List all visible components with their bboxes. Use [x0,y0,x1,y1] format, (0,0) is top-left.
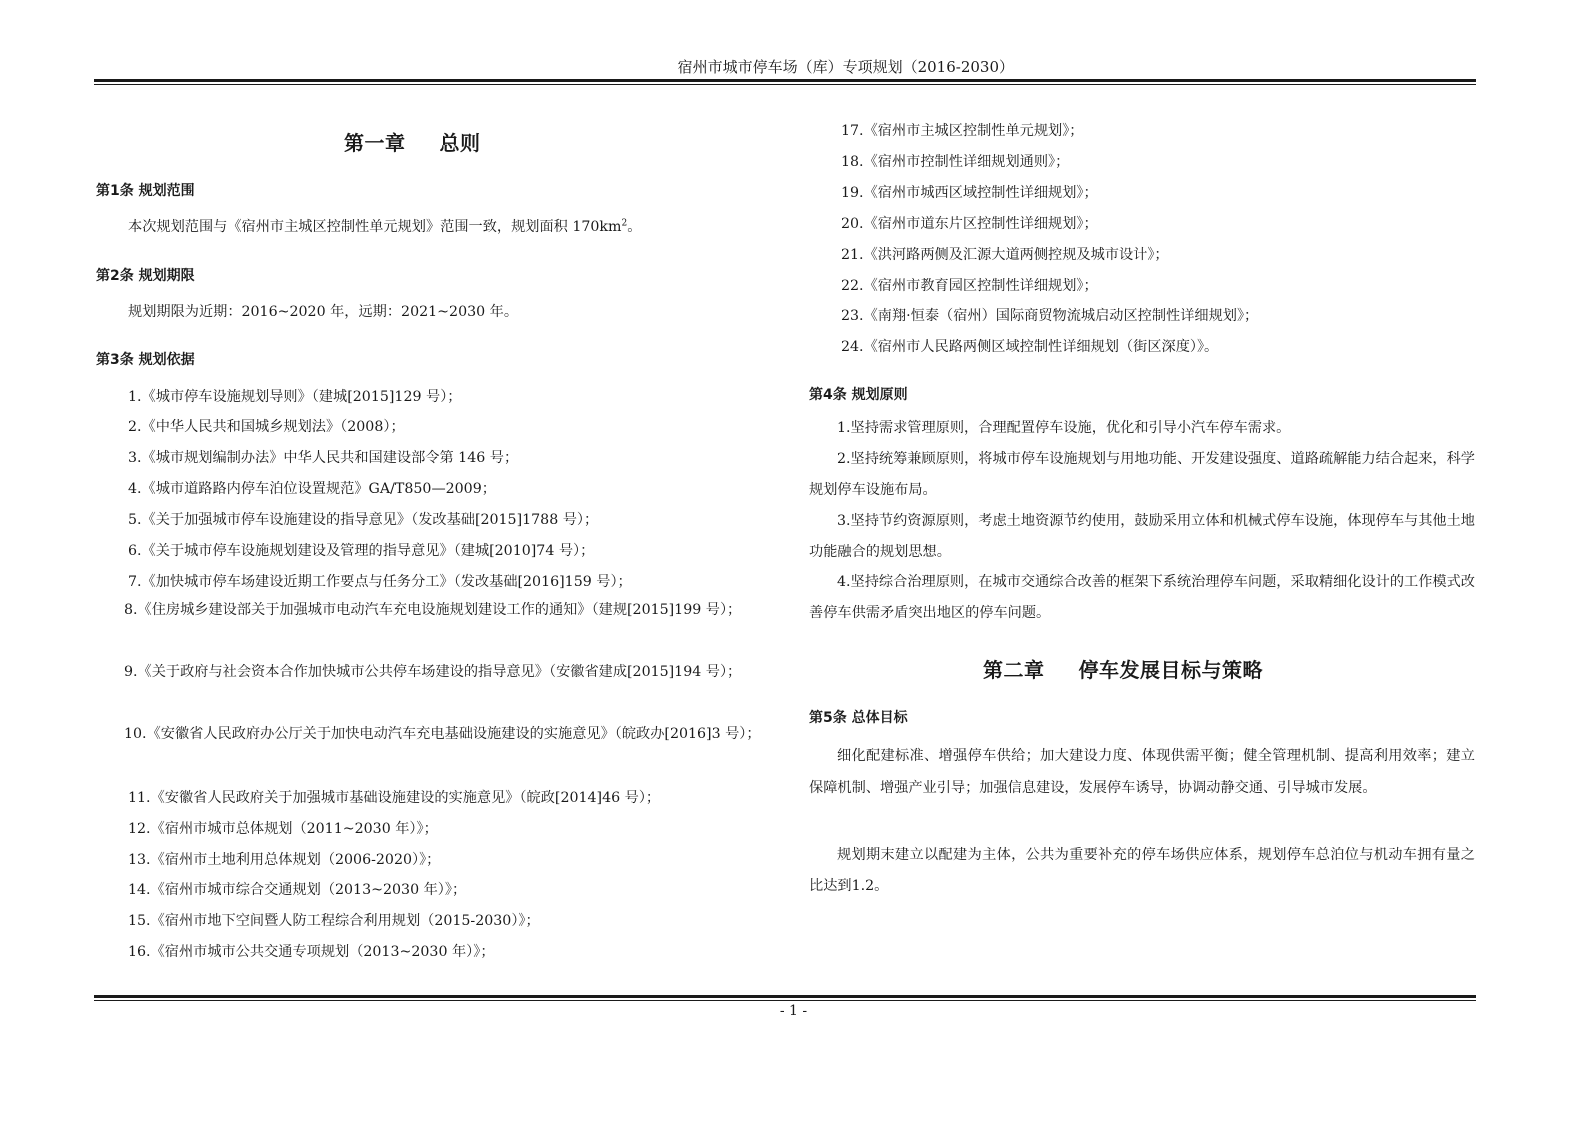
goal-paragraph: 细化配建标准、增强停车供给；加大建设力度、体现供需平衡；健全管理机制、提高利用效率；建立保障机制、增强产业引导；加强信息建设，发展停车诱导，协调动静交通、引导城市发展。 [809,748,1475,796]
basis-item: 13.《宿州市土地利用总体规划（2006-2020）》； [128,852,441,868]
chapter-1-number: 第一章 [344,131,406,155]
basis-item: 20.《宿州市道东片区控制性详细规划》； [841,216,1098,232]
basis-item: 18.《宿州市控制性详细规划通则》； [841,154,1070,170]
chapter-1-title: 总则 [439,131,481,155]
chapter-2-number: 第二章 [983,658,1045,682]
basis-item: 12.《宿州市城市总体规划（2011~2030 年）》； [128,821,438,837]
basis-item: 4.《城市道路路内停车泊位设置规范》GA/T850—2009； [128,481,496,497]
footer-rule-thin [94,1000,1476,1001]
article-1-heading: 第1条 规划范围 [96,183,195,199]
running-header-title: 宿州市城市停车场（库）专项规划（2016-2030） [677,58,1014,76]
basis-item: 11.《安徽省人民政府关于加强城市基础设施建设的实施意见》（皖政[2014]46 号）； [128,790,661,806]
principle-paragraph: 3.坚持节约资源原则，考虑土地资源节约使用，鼓励采用立体和机械式停车设施，体现停车与其他土地功能融合的规划思想。 [809,513,1475,560]
basis-item: 15.《宿州市地下空间暨人防工程综合利用规划（2015-2030）》； [128,913,540,929]
principle-paragraph: 4.坚持综合治理原则，在城市交通综合改善的框架下系统治理停车问题，采取精细化设计的工作模式改善停车供需矛盾突出地区的停车问题。 [809,574,1475,621]
basis-item: 16.《宿州市城市公共交通专项规划（2013~2030 年）》； [128,944,495,960]
goal-paragraph: 规划期末建立以配建为主体，公共为重要补充的停车场供应体系，规划停车总泊位与机动车拥有量之比达到1.2。 [809,847,1475,894]
basis-item: 19.《宿州市城西区域控制性详细规划》； [841,185,1098,201]
chapter-1-heading [344,127,481,156]
chapter-2-heading [983,654,1263,683]
principle-paragraph: 1.坚持需求管理原则，合理配置停车设施，优化和引导小汽车停车需求。 [837,420,1291,436]
article-5-heading: 第5条 总体目标 [809,710,908,726]
basis-item: 10.《安徽省人民政府办公厅关于加快电动汽车充电基础设施建设的实施意见》（皖政办[2016]3 号）； [124,726,761,742]
article-2-text: 规划期限为近期：2016~2020 年，远期：2021~2030 年。 [128,304,519,320]
article-3-heading: 第3条 规划依据 [96,352,195,368]
basis-item: 23.《南翔·恒泰（宿州）国际商贸物流城启动区控制性详细规划》； [841,308,1259,324]
basis-item: 5.《关于加强城市停车设施建设的指导意见》（发改基础[2015]1788 号）； [128,512,599,528]
article-2-heading: 第2条 规划期限 [96,268,195,284]
basis-item: 2.《中华人民共和国城乡规划法》（2008）； [128,419,405,435]
basis-item: 6.《关于城市停车设施规划建设及管理的指导意见》（建城[2010]74 号）； [128,543,595,559]
basis-item: 17.《宿州市主城区控制性单元规划》； [841,123,1084,139]
principle-paragraph: 2.坚持统筹兼顾原则，将城市停车设施规划与用地功能、开发建设强度、道路疏解能力结合起来，科学规划停车设施布局。 [809,451,1475,498]
basis-item: 7.《加快城市停车场建设近期工作要点与任务分工》（发改基础[2016]159 号）； [128,574,632,590]
basis-item: 1.《城市停车设施规划导则》（建城[2015]129 号）； [128,389,462,405]
basis-item: 22.《宿州市教育园区控制性详细规划》； [841,278,1098,294]
basis-item: 24.《宿州市人民路两侧区域控制性详细规划（街区深度）》。 [841,339,1219,355]
article-1-text: 本次规划范围与《宿州市主城区控制性单元规划》范围一致，规划面积 $170km^2$。 [128,218,642,235]
footer-rule-thick [94,995,1476,998]
page-number: - 1 - [779,1003,808,1019]
header-rule-thin [94,84,1476,85]
basis-item: 21.《洪河路两侧及汇源大道两侧控规及城市设计》； [841,247,1169,263]
basis-item: 8.《住房城乡建设部关于加强城市电动汽车充电设施规划建设工作的通知》（建规[2015]199 号）； [124,602,742,618]
basis-item: 3.《城市规划编制办法》中华人民共和国建设部令第 146 号； [128,450,519,466]
article-4-heading: 第4条 规划原则 [809,387,908,403]
header-rule-thick [94,79,1476,82]
chapter-2-title: 停车发展目标与策略 [1078,658,1263,682]
basis-item: 9.《关于政府与社会资本合作加快城市公共停车场建设的指导意见》（安徽省建成[2015]194 号）； [124,664,742,680]
basis-item: 14.《宿州市城市综合交通规划（2013~2030 年）》； [128,882,467,898]
